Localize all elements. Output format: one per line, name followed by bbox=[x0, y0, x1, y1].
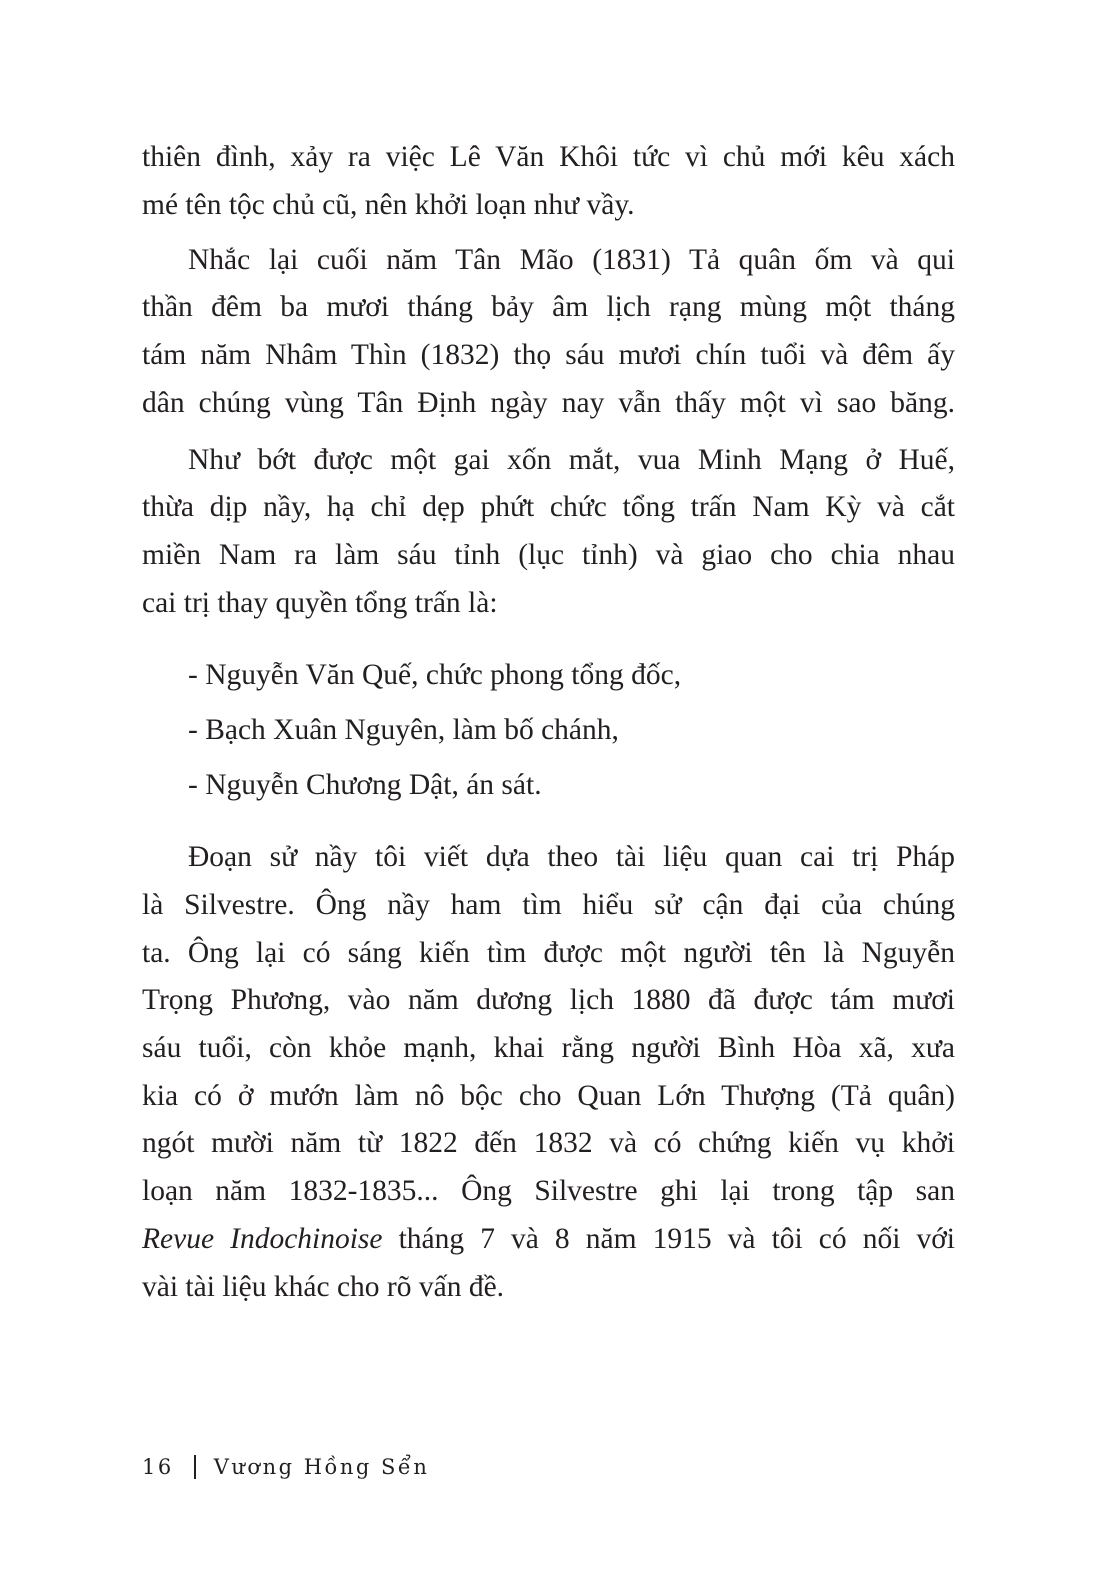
text-line: miền Nam ra làm sáu tỉnh (lục tỉnh) và giao cho chia nhau bbox=[142, 539, 955, 571]
list-item: - Bạch Xuân Nguyên, làm bố chánh, bbox=[188, 714, 619, 746]
text-line: Nhắc lại cuối năm Tân Mão (1831) Tả quân ốm và qui bbox=[188, 244, 955, 276]
footer-divider bbox=[194, 1455, 196, 1479]
text-line: ta. Ông lại có sáng kiến tìm được một người tên là Nguyễn bbox=[142, 937, 955, 969]
text-line: ngót mười năm từ 1822 đến 1832 và có chứng kiến vụ khởi bbox=[142, 1127, 955, 1159]
text-line: thừa dịp nầy, hạ chỉ dẹp phứt chức tổng trấn Nam Kỳ và cắt bbox=[142, 491, 955, 523]
text-line: kia có ở mướn làm nô bộc cho Quan Lớn Thượng (Tả quân) bbox=[142, 1080, 955, 1112]
text-line: là Silvestre. Ông nầy ham tìm hiểu sử cận đại của chúng bbox=[142, 889, 955, 921]
page-footer bbox=[142, 1455, 429, 1479]
text-line: sáu tuổi, còn khỏe mạnh, khai rằng người Bình Hòa xã, xưa bbox=[142, 1032, 955, 1064]
list-item: - Nguyễn Chương Dật, án sát. bbox=[188, 769, 542, 801]
text-line: loạn năm 1832-1835... Ông Silvestre ghi lại trong tập san bbox=[142, 1175, 955, 1207]
text-line: vài tài liệu khác cho rõ vấn đề. bbox=[142, 1271, 505, 1303]
list-item: - Nguyễn Văn Quế, chức phong tổng đốc, bbox=[188, 659, 682, 691]
text-line: Trọng Phương, vào năm dương lịch 1880 đã được tám mươi bbox=[142, 984, 955, 1016]
text-line: mé tên tộc chủ cũ, nên khởi loạn như vầy. bbox=[142, 189, 635, 221]
text-line: tám năm Nhâm Thìn (1832) thọ sáu mươi chín tuổi và đêm ấy bbox=[142, 339, 955, 371]
author-name: Vương Hồng Sển bbox=[213, 1455, 430, 1479]
page-number: 16 bbox=[142, 1455, 174, 1479]
text-line: thiên đình, xảy ra việc Lê Văn Khôi tức vì chủ mới kêu xách bbox=[142, 141, 955, 173]
text-line: Như bớt được một gai xốn mắt, vua Minh Mạng ở Huế, bbox=[188, 444, 955, 476]
journal-title: Revue Indochinoise bbox=[142, 1223, 383, 1255]
text-line: dân chúng vùng Tân Định ngày nay vẫn thấy một vì sao băng. bbox=[142, 387, 955, 419]
text-line: cai trị thay quyền tổng trấn là: bbox=[142, 587, 498, 619]
text-line bbox=[142, 1219, 955, 1259]
text-line: thần đêm ba mươi tháng bảy âm lịch rạng mùng một tháng bbox=[142, 291, 955, 323]
text-line: Đoạn sử nầy tôi viết dựa theo tài liệu quan cai trị Pháp bbox=[188, 841, 955, 873]
text-segment: tháng 7 và 8 năm 1915 và tôi có nối với bbox=[382, 1223, 956, 1255]
